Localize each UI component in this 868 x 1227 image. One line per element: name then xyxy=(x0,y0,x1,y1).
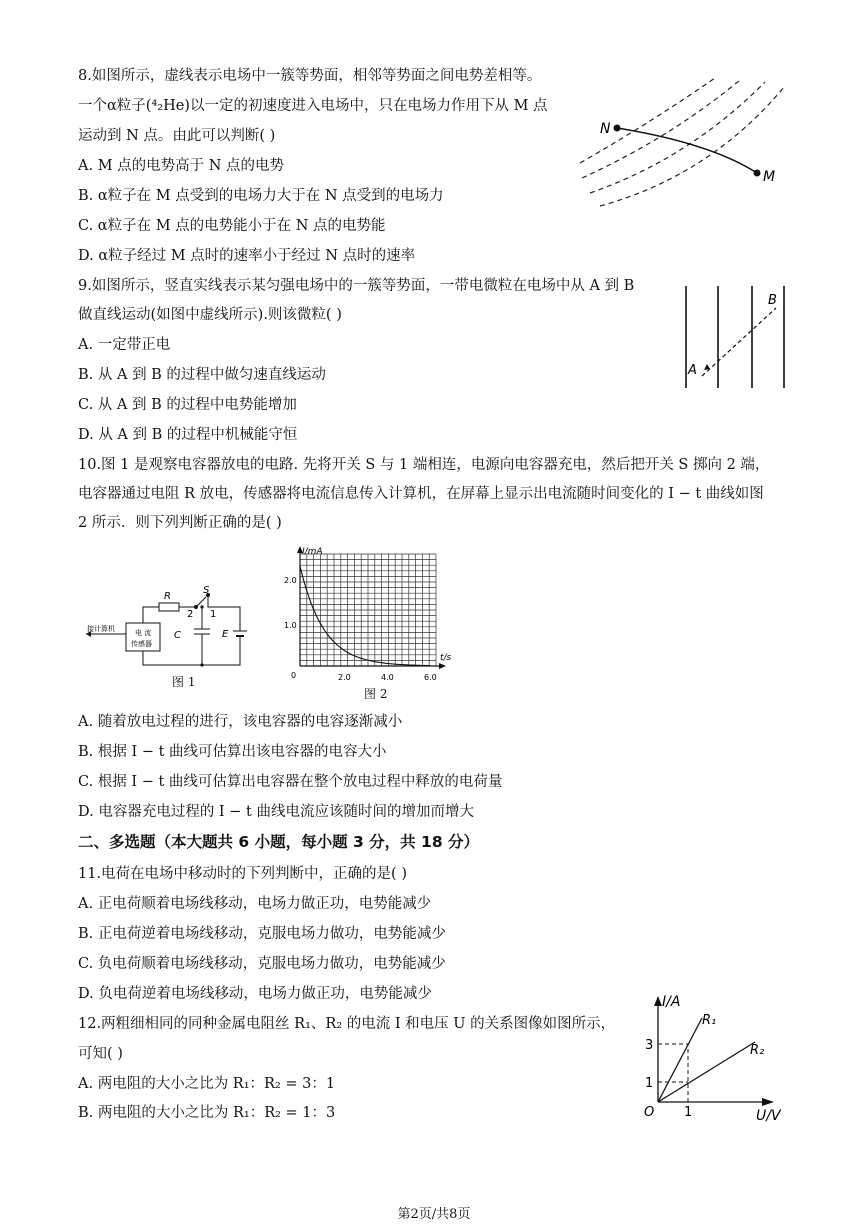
sensor-label-line-1: 电 流 xyxy=(135,629,152,637)
iu-ytick-1: 1 xyxy=(645,1076,654,1091)
q9-label-b: B xyxy=(768,293,777,308)
q10-fig1-caption: 图 1 xyxy=(172,675,196,689)
q8-option-d: D. α粒子经过 M 点时的速率小于经过 N 点时的速率 xyxy=(78,248,416,264)
it-graph-ytick-2: 2.0 xyxy=(284,576,297,585)
it-graph-xtick-2: 2.0 xyxy=(338,673,351,682)
switch-terminal-1: 1 xyxy=(210,609,217,620)
q9-stem-line-2: 做直线运动(如图中虚线所示).则该微粒( ) xyxy=(78,307,342,323)
q8-option-b: B. α粒子在 M 点受到的电场力大于在 N 点受到的电场力 xyxy=(78,188,444,204)
q8-label-n: N xyxy=(600,121,611,137)
q9-stem-line-1: 9.如图所示，竖直实线表示某匀强电场中的一簇等势面，一带电微粒在电场中从 A 到 B xyxy=(78,278,635,294)
q8-figure xyxy=(570,68,800,218)
q12-option-a: A. 两电阻的大小之比为 R₁：R₂ = 3：1 xyxy=(78,1076,336,1092)
q11-option-a: A. 正电荷顺着电场线移动，电场力做正功，电势能减少 xyxy=(78,896,432,912)
r1-label: R₁ xyxy=(702,1013,717,1028)
switch-terminal-2: 2 xyxy=(187,609,194,620)
q12-stem-line-1: 12.两粗细相同的同种金属电阻丝 R₁、R₂ 的电流 I 和电压 U 的关系图像如图所示， xyxy=(78,1016,616,1032)
q10-stem-line-1: 10.图 1 是观察电容器放电的电路. 先将开关 S 与 1 端相连，电源向电容器充电，然后把开关 S 掷向 2 端， xyxy=(78,457,770,473)
q10-stem-line-2: 电容器通过电阻 R 放电，传感器将电流信息传入计算机，在屏幕上显示出电流随时间变化的 I − t 曲线如图 xyxy=(78,486,764,502)
q10-option-c: C. 根据 I − t 曲线可估算出电容器在整个放电过程中释放的电荷量 xyxy=(78,774,503,790)
q9-option-d: D. 从 A 到 B 的过程中机械能守恒 xyxy=(78,427,298,443)
iu-graph-origin: O xyxy=(644,1105,655,1120)
q10-option-a: A. 随着放电过程的进行，该电容器的电容逐渐减小 xyxy=(78,714,403,730)
q10-stem-line-3: 2 所示．则下列判断正确的是( ) xyxy=(78,515,282,531)
iu-xtick-1: 1 xyxy=(684,1105,693,1120)
q12-iu-graph xyxy=(640,990,800,1125)
it-graph-origin: 0 xyxy=(291,671,297,680)
q11-option-c: C. 负电荷顺着电场线移动，克服电场力做功，电势能减少 xyxy=(78,956,446,972)
computer-label: 接计算机 xyxy=(87,625,115,633)
q9-label-a: A xyxy=(688,363,697,378)
r2-label: R₂ xyxy=(750,1043,765,1058)
section-2-title: 二、多选题（本大题共 6 小题，每小题 3 分，共 18 分） xyxy=(78,833,480,851)
iu-ytick-3: 3 xyxy=(645,1038,654,1053)
iu-graph-xlabel: U/V xyxy=(756,1108,781,1124)
q12-option-b: B. 两电阻的大小之比为 R₁：R₂ = 1：3 xyxy=(78,1105,336,1121)
q9-option-a: A. 一定带正电 xyxy=(78,337,171,353)
it-graph-xtick-6: 6.0 xyxy=(424,673,437,682)
it-graph-xlabel: t/s xyxy=(440,653,452,663)
page-footer: 第2页/共8页 xyxy=(397,1207,471,1222)
q9-option-b: B. 从 A 到 B 的过程中做匀速直线运动 xyxy=(78,367,326,383)
q12-stem-line-2: 可知( ) xyxy=(78,1046,123,1062)
q11-option-d: D. 负电荷逆着电场线移动，电场力做正功，电势能减少 xyxy=(78,986,432,1002)
q10-circuit-figure xyxy=(84,583,256,695)
resistor-label: R xyxy=(164,591,171,602)
q10-option-b: B. 根据 I − t 曲线可估算出该电容器的电容大小 xyxy=(78,744,387,760)
q9-figure xyxy=(674,284,794,394)
capacitor-label: C xyxy=(174,630,181,641)
q9-option-c: C. 从 A 到 B 的过程中电势能增加 xyxy=(78,397,297,413)
q8-label-m: M xyxy=(763,169,776,185)
q11-option-b: B. 正电荷逆着电场线移动，克服电场力做功，电势能减少 xyxy=(78,926,446,942)
q10-it-graph xyxy=(280,544,460,684)
it-graph-ylabel: I/mA xyxy=(302,547,323,557)
it-graph-xtick-4: 4.0 xyxy=(381,673,394,682)
q10-fig2-caption: 图 2 xyxy=(364,687,388,701)
q8-stem-line-2: 一个α粒子(⁴₂He)以一定的初速度进入电场中，只在电场力作用下从 M 点 xyxy=(78,98,548,114)
resistor-r xyxy=(159,603,179,611)
q10-option-d: D. 电容器充电过程的 I − t 曲线电流应该随时间的增加而增大 xyxy=(78,804,474,820)
q8-option-c: C. α粒子在 M 点的电势能小于在 N 点的电势能 xyxy=(78,218,386,234)
it-graph-ytick-1: 1.0 xyxy=(284,621,297,630)
iu-graph-ylabel: I/A xyxy=(662,994,681,1010)
sensor-label-line-2: 传感器 xyxy=(131,640,152,648)
battery-label: E xyxy=(222,629,229,640)
q8-stem-line-3: 运动到 N 点。由此可以判断( ) xyxy=(78,128,276,144)
q8-option-a: A. M 点的电势高于 N 点的电势 xyxy=(78,158,285,174)
q11-stem-line-1: 11.电荷在电场中移动时的下列判断中，正确的是( ) xyxy=(78,866,407,882)
q8-stem-line-1: 8.如图所示，虚线表示电场中一簇等势面，相邻等势面之间电势差相等。 xyxy=(78,68,542,84)
switch-label: S xyxy=(203,585,210,596)
